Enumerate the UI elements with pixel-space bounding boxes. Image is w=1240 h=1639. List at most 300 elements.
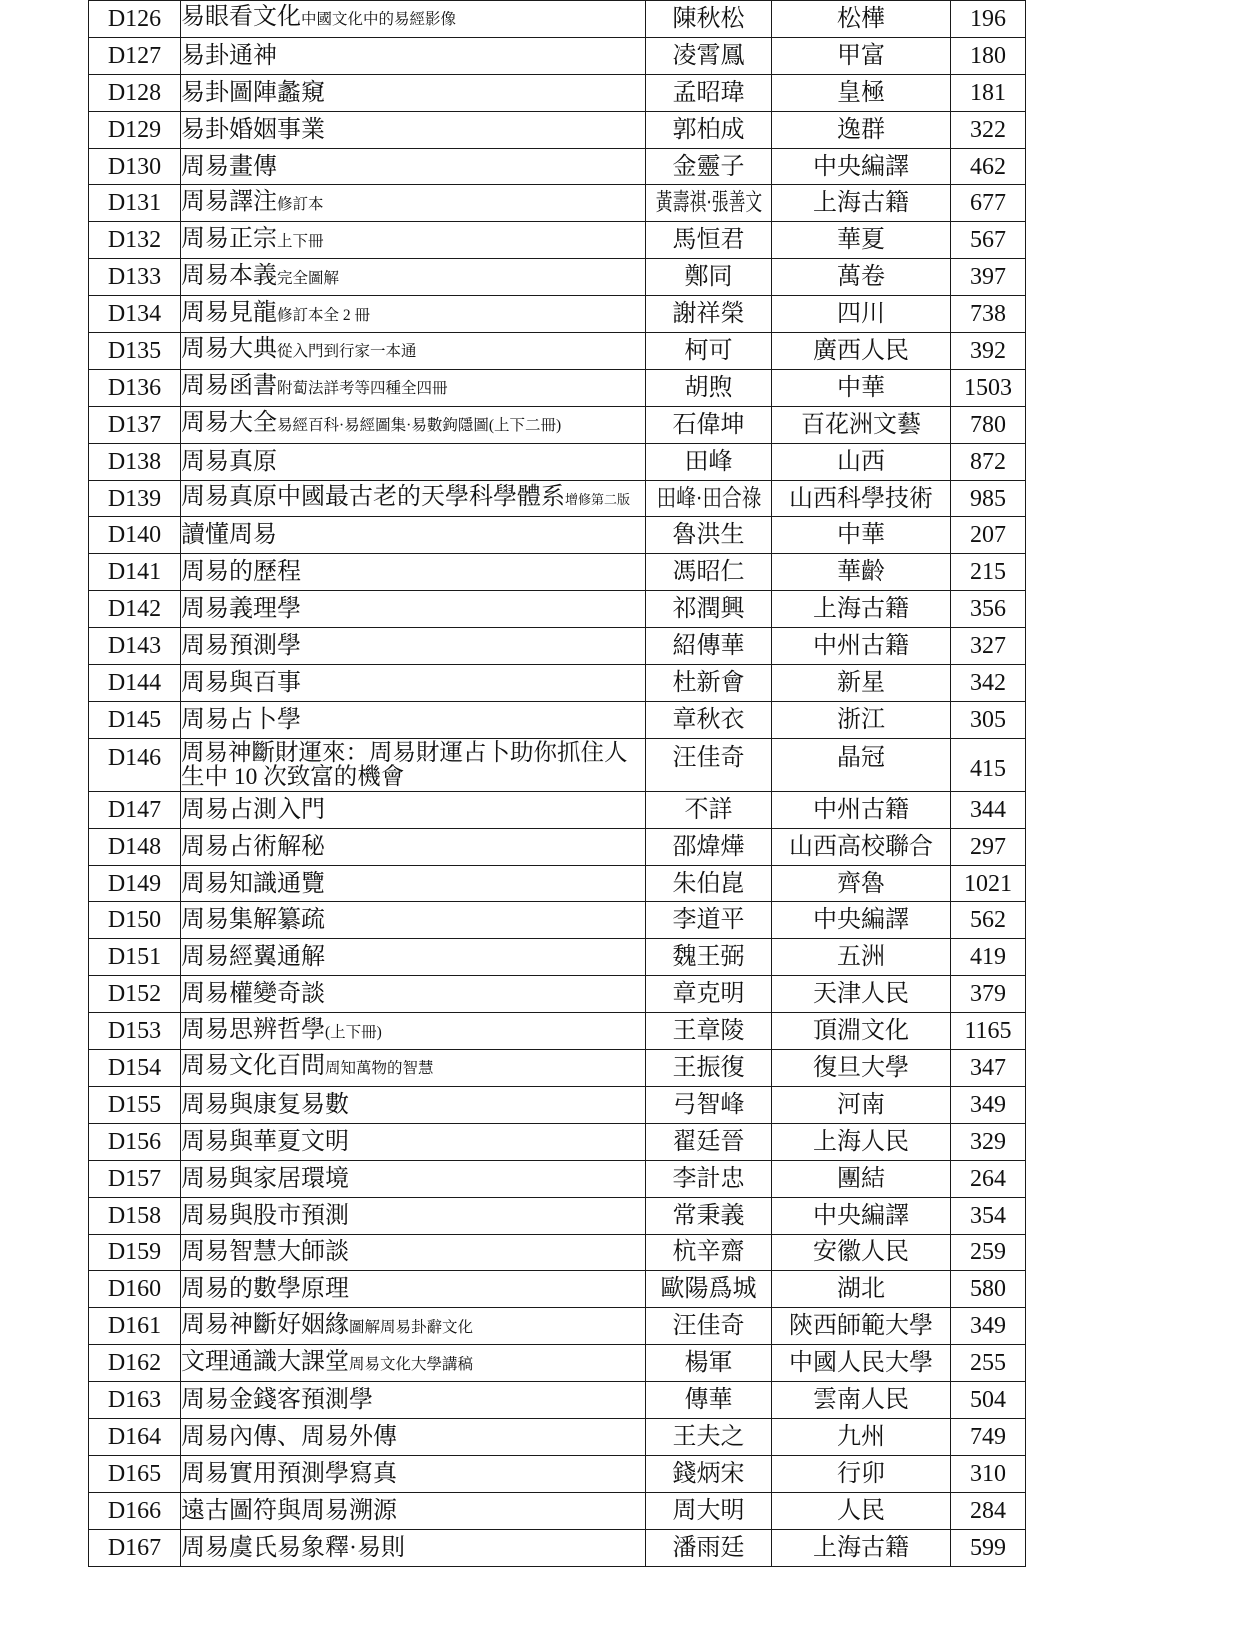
book-code: D128 [89,74,181,111]
book-code: D151 [89,939,181,976]
book-author: 傳華 [646,1382,772,1419]
book-publisher: 上海人民 [772,1123,951,1160]
book-subtitle: 增修第二版 [565,492,631,508]
book-title-cell [181,443,646,480]
book-code: D146 [89,738,181,791]
table-row [89,148,1026,185]
book-publisher: 百花洲文藝 [772,406,951,443]
book-pages: 349 [951,1086,1026,1123]
book-title-cell [181,259,646,296]
book-title: 周易實用預測學寫真 [181,1460,397,1487]
book-publisher: 皇極 [772,74,951,111]
book-author: 李道平 [646,902,772,939]
book-publisher: 新星 [772,665,951,702]
book-pages: 284 [951,1492,1026,1529]
book-pages: 342 [951,665,1026,702]
book-code: D150 [89,902,181,939]
book-code: D162 [89,1345,181,1382]
book-pages: 264 [951,1160,1026,1197]
book-pages: 207 [951,517,1026,554]
book-subtitle: 修訂本全 2 冊 [277,306,371,324]
book-pages: 305 [951,701,1026,738]
book-author: 魯洪生 [646,517,772,554]
book-pages: 297 [951,828,1026,865]
book-author: 凌霄鳳 [646,37,772,74]
table-row [89,185,1026,222]
book-title-cell [181,1455,646,1492]
book-pages: 1021 [951,865,1026,902]
book-pages: 327 [951,628,1026,665]
book-pages: 419 [951,939,1026,976]
book-code: D165 [89,1455,181,1492]
book-pages: 872 [951,443,1026,480]
book-title: 周易金錢客預測學 [181,1387,373,1413]
book-publisher: 上海古籍 [772,1529,951,1566]
table-row [89,296,1026,333]
book-author: 田峰·田合祿 [656,485,761,512]
book-publisher: 陝西師範大學 [772,1308,951,1345]
book-code: D139 [89,480,181,517]
book-title-line-1: 周易神斷財運來：周易財運占卜助你抓住人 [181,739,628,766]
book-title: 周易占卜學 [181,706,301,733]
book-title: 周易大典 [181,336,277,363]
book-title: 周易占測入門 [181,796,325,823]
table-row [89,37,1026,74]
book-publisher: 人民 [772,1492,951,1529]
book-code: D141 [89,554,181,591]
book-author-cell [646,480,772,517]
book-pages: 310 [951,1455,1026,1492]
book-code: D127 [89,37,181,74]
table-row [89,480,1026,517]
book-subtitle: 附蔔法詳考等四種全四冊 [277,380,448,398]
book-pages: 347 [951,1050,1026,1087]
book-pages: 562 [951,902,1026,939]
book-title: 周易畫傳 [181,153,277,180]
book-code: D129 [89,111,181,148]
book-code: D143 [89,628,181,665]
book-code: D140 [89,517,181,554]
book-title-cell [181,1234,646,1271]
book-pages: 259 [951,1234,1026,1271]
book-code: D130 [89,148,181,185]
book-publisher: 雲南人民 [772,1382,951,1419]
table-row [89,738,1026,791]
book-publisher: 五洲 [772,939,951,976]
book-publisher: 頂淵文化 [772,1013,951,1050]
table-row [89,1,1026,38]
book-publisher: 復旦大學 [772,1050,951,1087]
book-title-cell [181,517,646,554]
book-code: D138 [89,443,181,480]
book-author: 不詳 [646,791,772,828]
book-author: 孟昭瑋 [646,74,772,111]
book-publisher: 中央編譯 [772,148,951,185]
book-subtitle: (上下冊) [325,1023,382,1041]
book-publisher: 中華 [772,369,951,406]
book-title-cell [181,1050,646,1087]
book-publisher: 逸群 [772,111,951,148]
book-subtitle: 修訂本 [277,195,324,213]
book-title-cell [181,222,646,259]
book-pages: 749 [951,1418,1026,1455]
table-row [89,1234,1026,1271]
book-title-cell [181,333,646,370]
book-publisher: 齊魯 [772,865,951,902]
book-author: 弓智峰 [646,1086,772,1123]
book-pages: 322 [951,111,1026,148]
book-title: 周易真原中國最古老的天學科學體系 [181,484,565,511]
book-title: 周易與華夏文明 [181,1128,349,1155]
book-title-cell [181,369,646,406]
book-title-cell [181,665,646,702]
book-pages: 354 [951,1197,1026,1234]
book-title: 易卦婚姻事業 [181,116,325,143]
book-title: 周易的數學原理 [181,1276,349,1303]
book-title-cell [181,74,646,111]
book-author: 胡煦 [646,369,772,406]
book-author: 王振復 [646,1050,772,1087]
book-publisher: 中州古籍 [772,628,951,665]
book-subtitle: 易經百科·易經圖集·易數鉤隱圖(上下二冊) [277,417,562,435]
book-publisher: 行卯 [772,1455,951,1492]
table-row [89,1050,1026,1087]
book-code: D167 [89,1529,181,1566]
book-pages: 356 [951,591,1026,628]
book-publisher: 中華 [772,517,951,554]
table-row [89,976,1026,1013]
book-title: 易卦通神 [181,42,277,69]
book-title: 易卦圖陣蠡窺 [181,79,325,106]
book-publisher: 中國人民大學 [772,1345,951,1382]
book-author: 章克明 [646,976,772,1013]
book-code: D137 [89,406,181,443]
book-pages: 196 [951,1,1026,38]
book-title: 周易與股市預測 [181,1202,349,1229]
book-publisher: 廣西人民 [772,333,951,370]
book-subtitle: 周易文化大學講稿 [349,1355,474,1373]
book-publisher: 安徽人民 [772,1234,951,1271]
book-title-cell [181,865,646,902]
book-code: D149 [89,865,181,902]
table-row [89,1013,1026,1050]
book-publisher: 山西科學技術 [772,480,951,517]
book-title: 周易真原 [181,448,277,475]
table-row [89,1123,1026,1160]
book-code: D155 [89,1086,181,1123]
book-author: 祁潤興 [646,591,772,628]
book-author: 邵煒燁 [646,828,772,865]
book-publisher: 上海古籍 [772,185,951,222]
book-author: 柯可 [646,333,772,370]
table-row [89,1197,1026,1234]
book-author: 鄭同 [646,259,772,296]
book-title-cell [181,111,646,148]
book-code: D144 [89,665,181,702]
book-code: D166 [89,1492,181,1529]
book-title: 讀懂周易 [181,522,277,549]
book-title-cell [181,976,646,1013]
book-code: D163 [89,1382,181,1419]
book-author: 周大明 [646,1492,772,1529]
table-row [89,222,1026,259]
table-row [89,665,1026,702]
book-title-cell [181,480,646,517]
book-title: 易眼看文化 [181,4,301,31]
book-title: 周易正宗 [181,225,277,252]
book-title: 周易義理學 [181,596,301,623]
table-row [89,1271,1026,1308]
book-code: D126 [89,1,181,38]
book-publisher: 山西高校聯合 [772,828,951,865]
book-author-cell [646,185,772,222]
book-pages: 504 [951,1382,1026,1419]
book-title: 周易虞氏易象釋·易則 [181,1534,405,1561]
book-title-cell [181,1,646,38]
book-code: D131 [89,185,181,222]
table-row [89,939,1026,976]
book-subtitle: 完全圖解 [277,269,340,287]
book-pages: 349 [951,1308,1026,1345]
book-title: 周易知識通覽 [181,870,325,897]
table-row [89,628,1026,665]
book-pages: 215 [951,554,1026,591]
book-code: D159 [89,1234,181,1271]
book-title-cell [181,1418,646,1455]
table-row [89,517,1026,554]
table-row [89,369,1026,406]
book-subtitle: 圖解周易卦辭文化 [349,1318,474,1336]
book-publisher: 上海古籍 [772,591,951,628]
book-author: 楊軍 [646,1345,772,1382]
table-row [89,1529,1026,1566]
book-publisher: 天津人民 [772,976,951,1013]
book-title-cell [181,1271,646,1308]
book-subtitle: 周知萬物的智慧 [325,1060,434,1078]
table-row [89,1086,1026,1123]
book-author: 馬恒君 [646,222,772,259]
book-title-cell [181,628,646,665]
book-code: D152 [89,976,181,1013]
table-row [89,74,1026,111]
book-author: 謝祥榮 [646,296,772,333]
book-publisher: 湖北 [772,1271,951,1308]
book-title: 周易與家居環境 [181,1165,349,1192]
book-title-cell [181,1308,646,1345]
book-pages: 329 [951,1123,1026,1160]
book-publisher: 萬卷 [772,259,951,296]
book-title: 周易智慧大師談 [181,1239,349,1266]
table-row [89,406,1026,443]
book-author: 歐陽爲城 [646,1271,772,1308]
book-code: D160 [89,1271,181,1308]
book-title-line-2: 生中 10 次致富的機會 [181,763,405,790]
book-title-cell [181,1382,646,1419]
book-code: D145 [89,701,181,738]
book-code: D164 [89,1418,181,1455]
book-author: 朱伯崑 [646,865,772,902]
book-pages: 181 [951,74,1026,111]
book-author: 錢炳宋 [646,1455,772,1492]
table-row [89,591,1026,628]
table-row [89,111,1026,148]
book-title-cell [181,791,646,828]
book-pages: 180 [951,37,1026,74]
book-author: 章秋衣 [646,701,772,738]
book-title-cell [181,591,646,628]
book-title-cell [181,828,646,865]
book-author: 汪佳奇 [646,1308,772,1345]
book-title-cell [181,296,646,333]
table-row [89,1160,1026,1197]
book-author: 田峰 [646,443,772,480]
book-list-table [88,0,1026,1567]
book-title: 周易權變奇談 [181,981,325,1008]
book-code: D154 [89,1050,181,1087]
book-pages: 415 [951,738,1026,791]
book-code: D158 [89,1197,181,1234]
book-publisher: 華夏 [772,222,951,259]
book-code: D157 [89,1160,181,1197]
book-code: D132 [89,222,181,259]
book-title: 周易思辨哲學 [181,1016,325,1043]
book-pages: 985 [951,480,1026,517]
book-title: 周易函書 [181,373,277,400]
book-pages: 677 [951,185,1026,222]
book-title: 周易集解纂疏 [181,907,325,934]
book-title: 周易本義 [181,262,277,289]
book-author: 紹傳華 [646,628,772,665]
book-title-cell [181,1123,646,1160]
book-title-cell [181,701,646,738]
book-author: 杭辛齋 [646,1234,772,1271]
table-row [89,1345,1026,1382]
book-code: D161 [89,1308,181,1345]
table-row [89,828,1026,865]
book-title-cell [181,1529,646,1566]
book-title-cell [181,1492,646,1529]
book-code: D147 [89,791,181,828]
book-publisher: 九州 [772,1418,951,1455]
book-title: 周易大全 [181,410,277,437]
book-subtitle: 從入門到行家一本通 [277,343,417,361]
book-code: D136 [89,369,181,406]
book-author: 翟廷晉 [646,1123,772,1160]
book-title-cell [181,1086,646,1123]
book-publisher: 四川 [772,296,951,333]
book-title: 文理通識大課堂 [181,1348,349,1375]
book-title-cell [181,1197,646,1234]
book-title-cell [181,148,646,185]
book-title: 周易經翼通解 [181,944,325,971]
book-author: 金靈子 [646,148,772,185]
book-publisher: 中央編譯 [772,1197,951,1234]
book-author: 郭柏成 [646,111,772,148]
book-title: 周易神斷好姻緣 [181,1311,349,1338]
book-pages: 344 [951,791,1026,828]
book-title-cell [181,1013,646,1050]
book-title: 周易文化百問 [181,1053,325,1080]
book-author: 杜新會 [646,665,772,702]
book-publisher: 華齡 [772,554,951,591]
book-author: 王夫之 [646,1418,772,1455]
book-publisher: 河南 [772,1086,951,1123]
book-author: 常秉義 [646,1197,772,1234]
book-pages: 580 [951,1271,1026,1308]
table-row [89,1455,1026,1492]
book-title-cell [181,406,646,443]
book-code: D153 [89,1013,181,1050]
table-row [89,554,1026,591]
book-author: 魏王弼 [646,939,772,976]
book-title-cell [181,939,646,976]
book-title: 周易與康复易數 [181,1091,349,1118]
book-subtitle: 上下冊 [277,232,324,250]
book-title-cell [181,554,646,591]
book-publisher: 中州古籍 [772,791,951,828]
book-title: 周易占術解秘 [181,833,325,860]
book-title: 周易見龍 [181,299,277,326]
book-title: 周易譯注 [181,188,277,215]
table-row [89,1492,1026,1529]
book-pages: 567 [951,222,1026,259]
book-title-cell [181,185,646,222]
book-code: D148 [89,828,181,865]
table-row [89,701,1026,738]
book-code: D134 [89,296,181,333]
table-row [89,791,1026,828]
table-row [89,443,1026,480]
table-row [89,1308,1026,1345]
book-author: 李計忠 [646,1160,772,1197]
book-publisher: 晶冠 [772,738,951,791]
book-title-cell [181,902,646,939]
table-row [89,1382,1026,1419]
book-author: 陳秋松 [646,1,772,38]
book-pages: 462 [951,148,1026,185]
book-code: D156 [89,1123,181,1160]
book-title: 遠古圖符與周易溯源 [181,1497,397,1524]
book-publisher: 中央編譯 [772,902,951,939]
book-publisher: 團結 [772,1160,951,1197]
book-pages: 255 [951,1345,1026,1382]
book-pages: 738 [951,296,1026,333]
book-pages: 780 [951,406,1026,443]
book-author: 汪佳奇 [646,738,772,791]
book-title-cell [181,1160,646,1197]
book-author: 潘雨廷 [646,1529,772,1566]
book-title: 周易與百事 [181,669,301,696]
book-author: 石偉坤 [646,406,772,443]
book-title-cell [181,37,646,74]
book-pages: 1165 [951,1013,1026,1050]
book-code: D133 [89,259,181,296]
table-row [89,902,1026,939]
book-title-cell [181,738,646,791]
book-pages: 379 [951,976,1026,1013]
book-publisher: 甲富 [772,37,951,74]
book-title: 周易的歷程 [181,559,301,586]
book-pages: 392 [951,333,1026,370]
book-subtitle: 中國文化中的易經影像 [301,11,457,29]
book-title: 周易內傳、周易外傳 [181,1423,397,1450]
book-publisher: 松樺 [772,1,951,38]
book-pages: 397 [951,259,1026,296]
table-row [89,259,1026,296]
book-code: D135 [89,333,181,370]
table-row [89,865,1026,902]
book-publisher: 山西 [772,443,951,480]
